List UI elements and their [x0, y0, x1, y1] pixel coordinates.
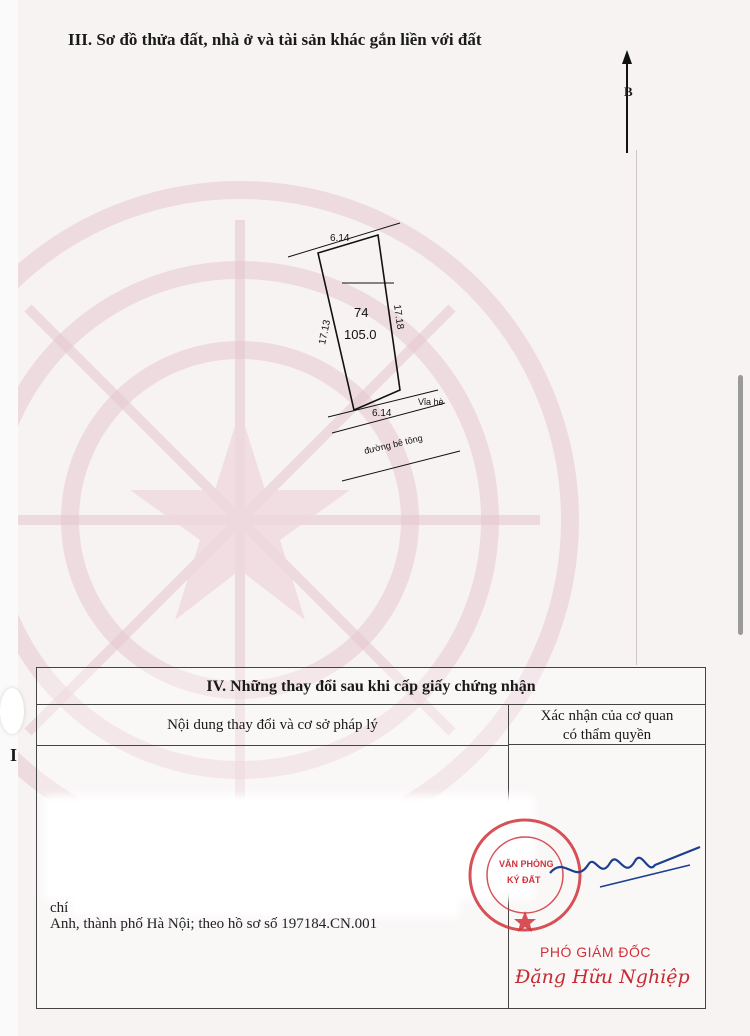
left-margin-punch-hole [0, 688, 24, 734]
parcel-number: 74 [354, 305, 369, 320]
change-text-line-2: Anh, thành phố Hà Nội; theo hồ sơ số 197184.CN.001 [50, 916, 378, 932]
section-4-title: IV. Những thay đổi sau khi cấp giấy chứng nhận [37, 668, 705, 705]
right-edge-length: 17.18 [391, 303, 406, 331]
redacted-block-2 [70, 895, 460, 917]
page-edge-line [636, 150, 637, 665]
column-header-confirmation-line2: có thẩm quyền [562, 727, 652, 743]
left-edge-length: 17.13 [317, 318, 334, 346]
left-page-edge [0, 0, 18, 1036]
top-edge-length: 6.14 [330, 233, 350, 244]
sidewalk-label: Vỉa hè [418, 397, 444, 407]
signer-name: Đặng Hữu Nghiệp [515, 966, 690, 988]
section-3-title: III. Sơ đồ thửa đất, nhà ở và tài sản khác gắn liền với đất [68, 30, 482, 49]
change-text-line-1: chí [50, 900, 69, 916]
north-arrow-icon [610, 48, 640, 158]
column-header-confirmation-line1: Xác nhận của cơ quan [540, 708, 674, 724]
scrollbar[interactable] [738, 375, 743, 635]
road-label: đường bê tông [363, 432, 424, 456]
redacted-block [44, 795, 534, 900]
plot-diagram [270, 215, 490, 495]
signature [540, 835, 710, 895]
stamp-text-top: VĂN PHÒNG [499, 859, 554, 869]
left-margin-mark: I [10, 745, 18, 765]
parcel-area: 105.0 [344, 327, 377, 342]
bottom-edge-length: 6.14 [372, 408, 392, 419]
stamp-text-mid: KÝ ĐẤT [507, 875, 541, 885]
signer-title: PHÓ GIÁM ĐỐC [540, 944, 652, 960]
column-header-confirmation [509, 705, 705, 745]
column-header-changes: Nội dung thay đổi và cơ sở pháp lý [37, 705, 509, 746]
north-label: B [624, 84, 633, 99]
